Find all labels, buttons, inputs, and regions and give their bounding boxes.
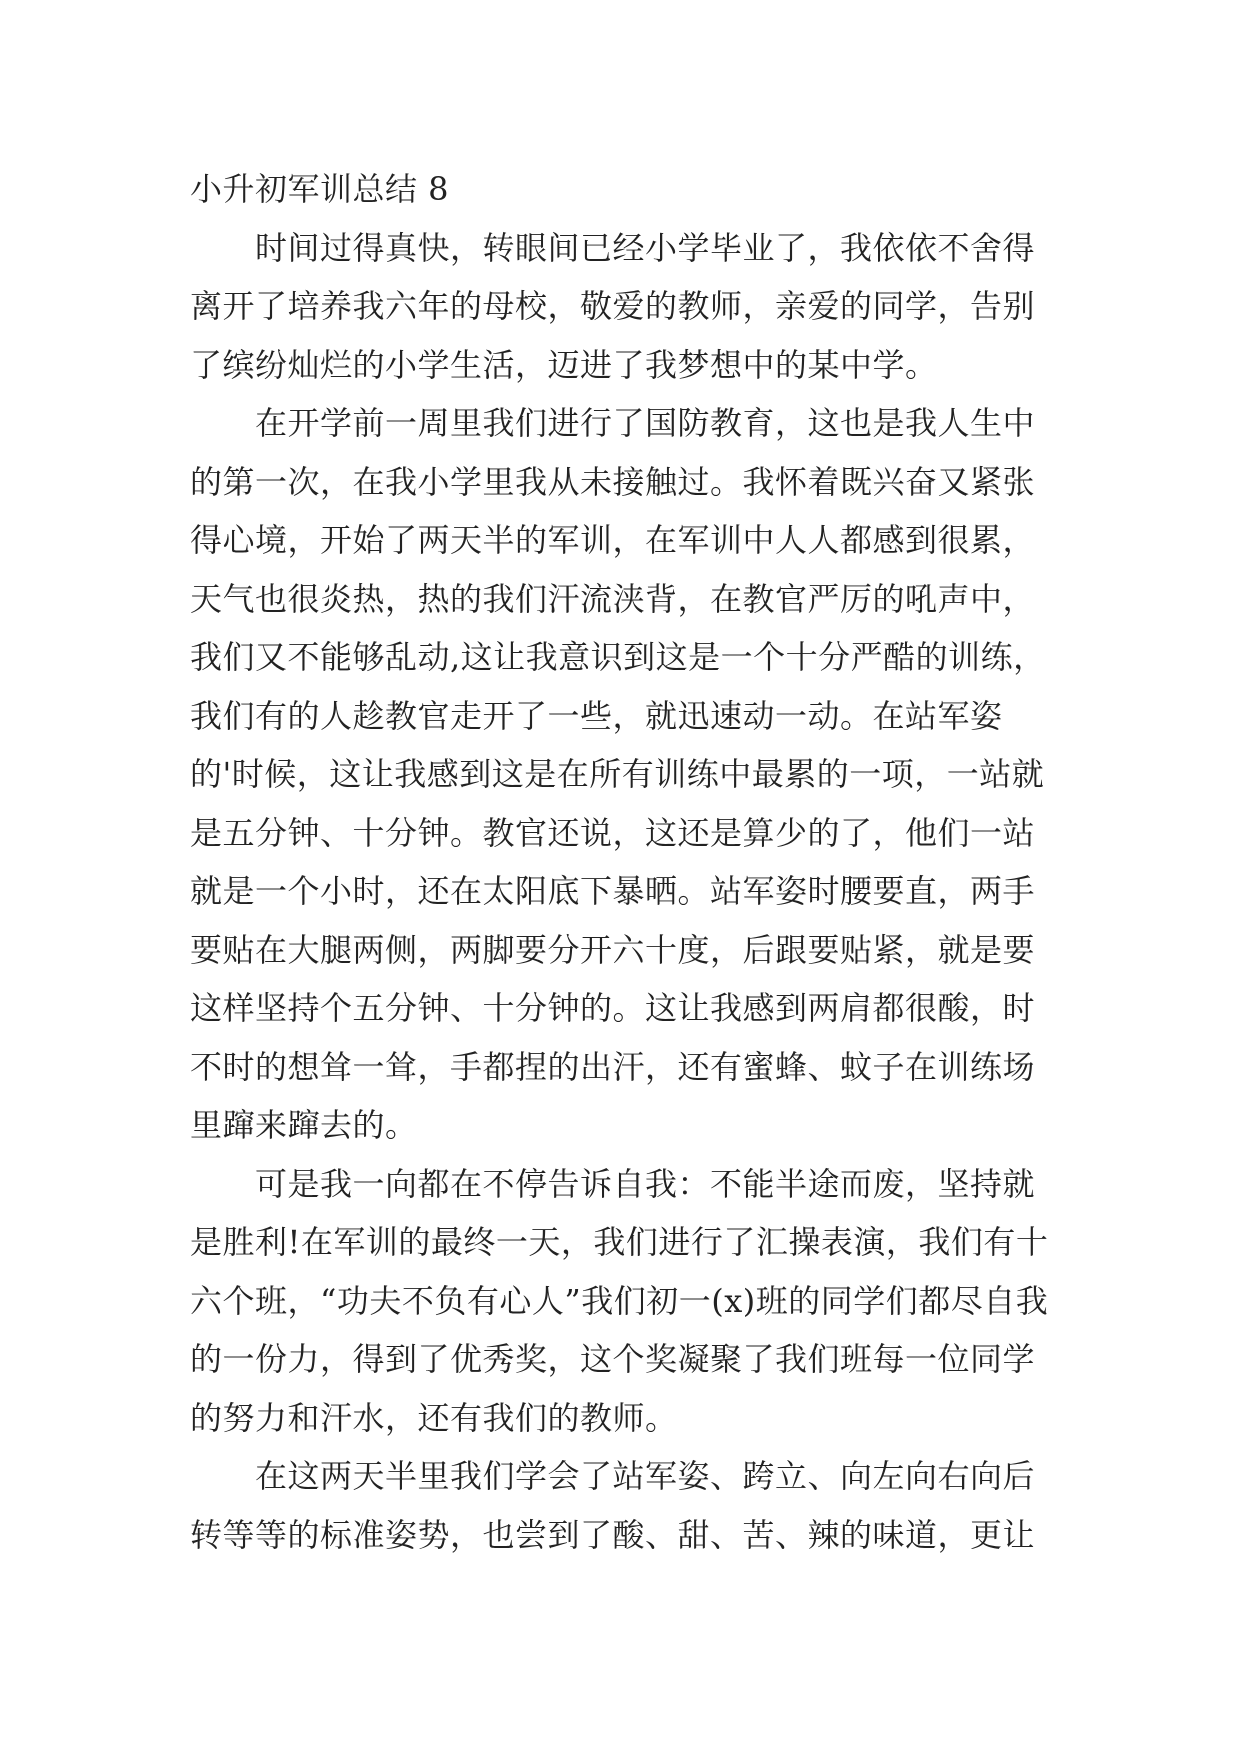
document-title: 小升初军训总结 8 — [190, 170, 450, 208]
paragraph-1: 时间过得真快，转眼间已经小学毕业了，我依依不舍得离开了培养我六年的母校，敬爱的教师，亲爱的同学，告别了缤纷灿烂的小学生活，迈进了我梦想中的某中学。 — [190, 228, 1036, 384]
paragraph-4: 在这两天半里我们学会了站军姿、跨立、向左向右向后转等等的标准姿势，也尝到了酸、甜、苦、辣的味道，更让 — [190, 1457, 1036, 1554]
document-body — [190, 160, 1056, 1564]
paragraph-2: 在开学前一周里我们进行了国防教育，这也是我人生中的第一次，在我小学里我从未接触过。我怀着既兴奋又紧张得心境，开始了两天半的军训，在军训中人人都感到很累，天气也很炎热，热的我们汗流浃背，在教官严厉的吼声中，我们又不能够乱动,这让我意识到这是一个十分严酷的训练，我们有的人趁教官走开了一些，就迅速动一动。在站军姿的'时候，这让我感到这是在所有训练中最累的一项，一站就是五分钟、十分钟。教官还说，这还是算少的了，他们一站就是一个小时，还在太阳底下暴晒。站军姿时腰要直，两手要贴在大腿两侧，两脚要分开六十度，后跟要贴紧，就是要这样坚持个五分钟、十分钟的。这让我感到两肩都很酸，时不时的想耸一耸，手都捏的出汗，还有蜜蜂、蚊子在训练场里蹿来蹿去的。 — [190, 404, 1046, 1144]
paragraph-3: 可是我一向都在不停告诉自我：不能半途而废，坚持就是胜利!在军训的最终一天，我们进行了汇操表演，我们有十六个班，“功夫不负有心人”我们初一(x)班的同学们都尽自我的一份力，得到了优秀奖，这个奖凝聚了我们班每一位同学的努力和汗水，还有我们的教师。 — [190, 1164, 1049, 1437]
